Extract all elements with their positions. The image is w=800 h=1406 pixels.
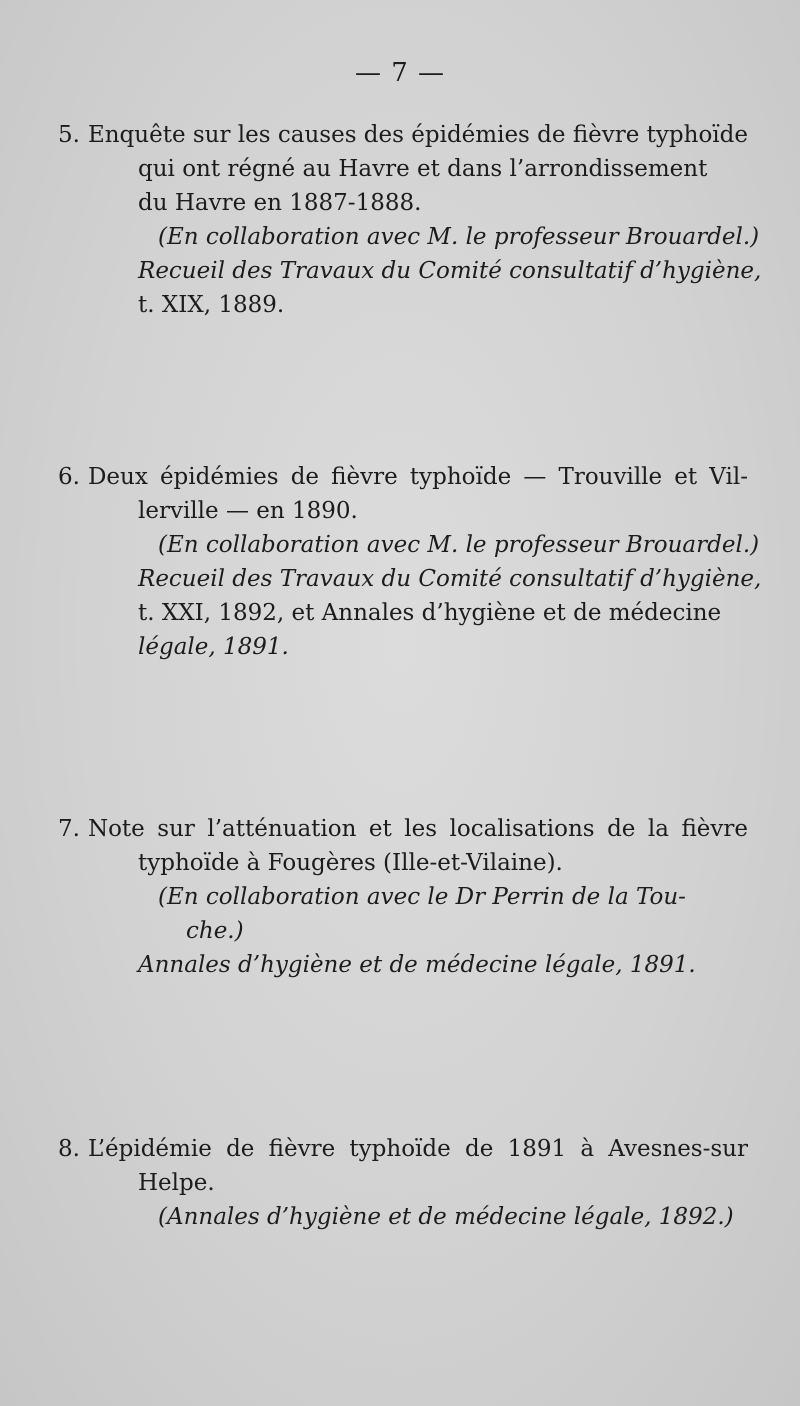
page-number: — 7 — (354, 58, 446, 88)
entry-collaboration: (En collaboration avec M. le professeur Brouardel.) (158, 224, 760, 250)
bibliography-entry-5 (58, 118, 762, 322)
entry-source-line: Recueil des Travaux du Comité consultatif d’hygiène, (138, 566, 762, 592)
bibliography-entry-6 (58, 460, 762, 664)
entry-title-line: 6. Deux épidémies de fièvre typhoïde — Trouville et Vil- (58, 460, 748, 494)
entry-title-line: qui ont régné au Havre et dans l’arrondissement (138, 156, 708, 182)
entry-number: 6. (58, 464, 80, 490)
entry-title-line: typhoïde à Fougères (Ille-et-Vilaine). (138, 850, 563, 876)
entry-title-line: 8. L’épidémie de fièvre typhoïde de 1891 à Avesnes-sur (58, 1132, 748, 1166)
bibliography-entry-7 (58, 812, 748, 982)
entry-title-line: du Havre en 1887-1888. (138, 190, 422, 216)
entry-source-line: t. XXI, 1892, et Annales d’hygiène et de médecine (138, 600, 722, 626)
entry-title-line: 5. Enquête sur les causes des épidémies de fièvre typhoïde (58, 118, 748, 152)
entry-source-line: Recueil des Travaux du Comité consultatif d’hygiène, (138, 258, 762, 284)
entry-collaboration: che.) (186, 918, 244, 944)
entry-source-line: (Annales d’hygiène et de médecine légale, 1892.) (158, 1204, 734, 1230)
entry-number: 5. (58, 122, 80, 148)
entry-collaboration: (En collaboration avec le Dr Perrin de la Tou- (158, 884, 686, 910)
entry-title-line: 7. Note sur l’atténuation et les localisations de la fièvre (58, 812, 748, 846)
entry-source-line: Annales d’hygiène et de médecine légale, 1891. (138, 952, 696, 978)
entry-source-line: t. XIX, 1889. (138, 292, 285, 318)
entry-source-line: légale, 1891. (138, 634, 289, 660)
entry-title-line: Helpe. (138, 1170, 215, 1196)
entry-number: 7. (58, 816, 80, 842)
entry-collaboration: (En collaboration avec M. le professeur Brouardel.) (158, 532, 760, 558)
bibliography-entry-8 (58, 1132, 748, 1234)
entry-title-line: lerville — en 1890. (138, 498, 358, 524)
entry-number: 8. (58, 1136, 80, 1162)
